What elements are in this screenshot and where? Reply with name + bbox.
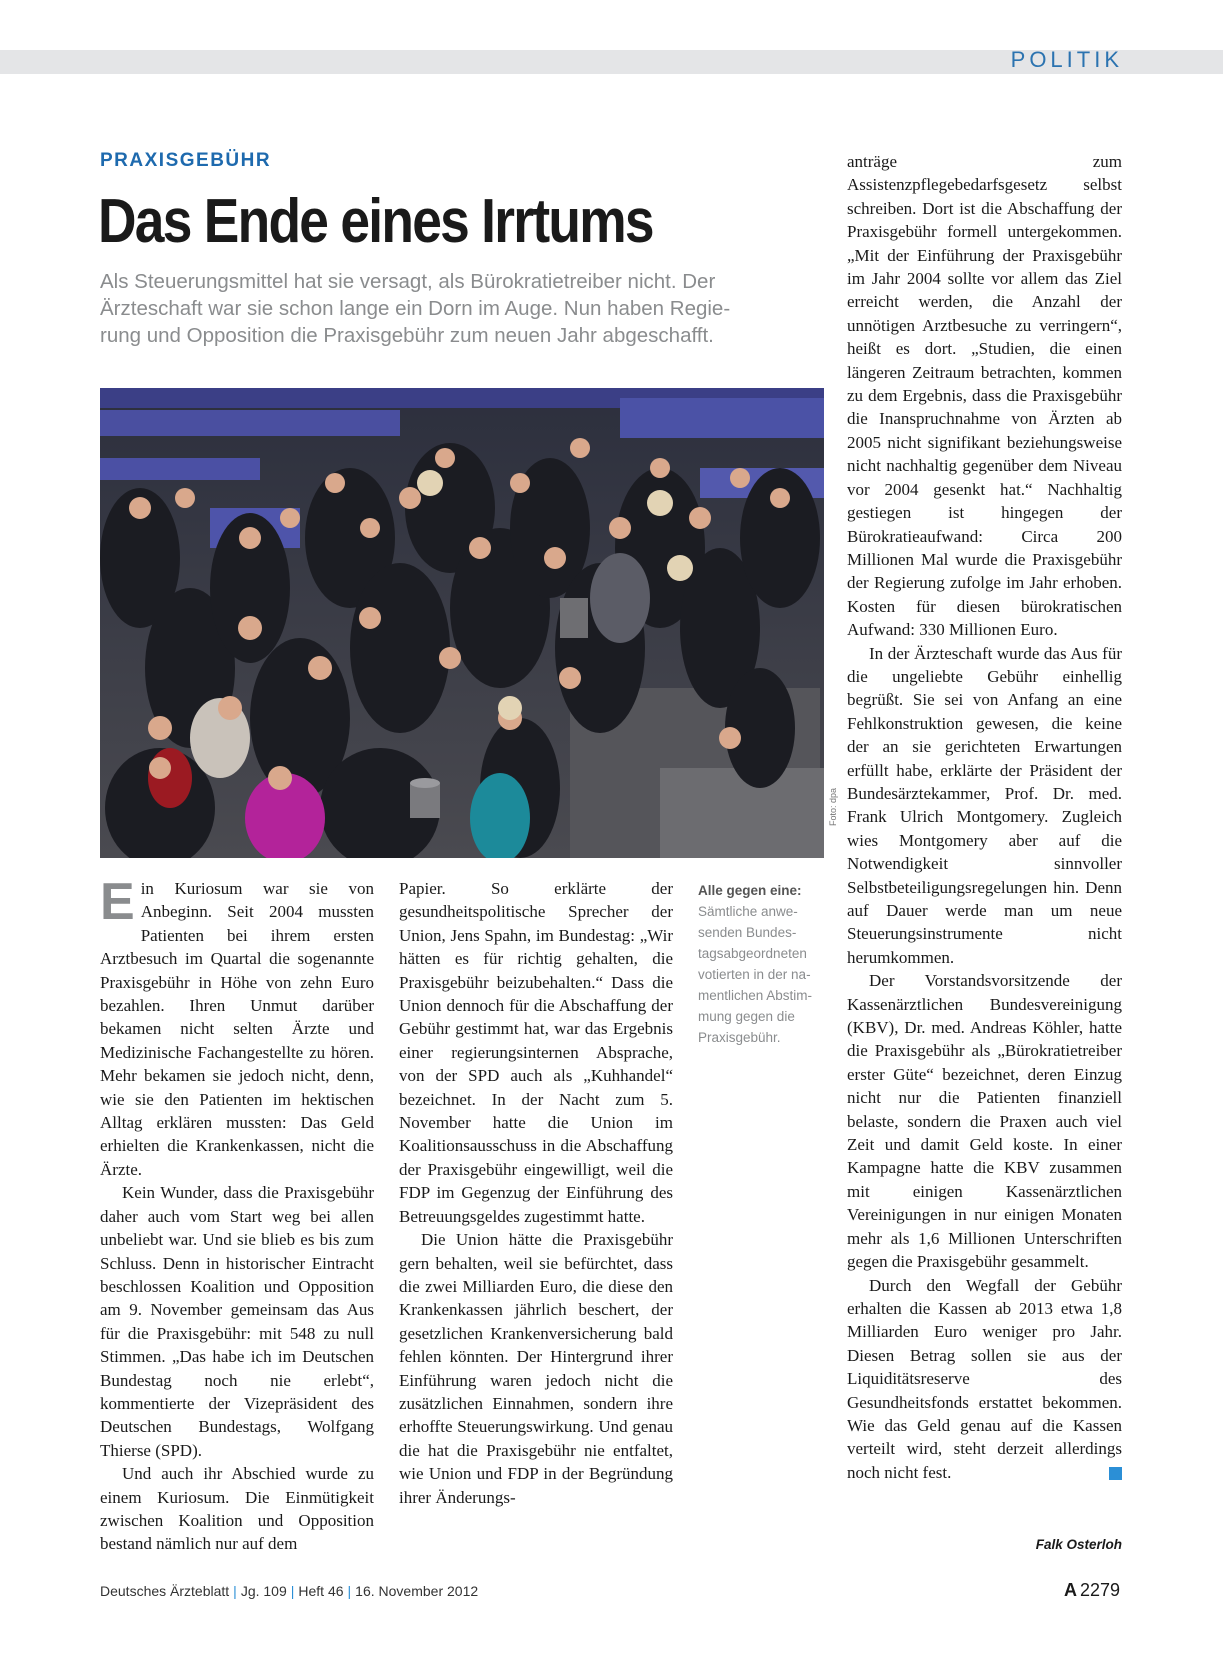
- paragraph: Die Union hätte die Praxisgebühr gern behalten, weil sie befürchtet, dass die zwei Milliarden Euro, die diese den Krankenkassen jährlich beschert, der gesetzlichen Krankenversicherung bald fehlen könnten. Der Hintergrund ihrer Einführung waren jedoch nicht die zusätzlichen Einnahmen, sondern ihre erhoffte Steuerungswirkung. Und genau die hat die Praxisgebühr nie entfaltet, wie Union und FDP in der Begründung ihrer Änderungs-: [399, 1230, 673, 1507]
- caption-title: Alle gegen eine:: [698, 883, 802, 898]
- section-label: POLITIK: [1010, 47, 1123, 72]
- lead-line: Als Steuerungsmittel hat sie versagt, als Bürokratietreiber nicht. Der: [100, 270, 716, 293]
- end-of-article-icon: [1109, 1467, 1122, 1480]
- photo-credit: Foto: dpa: [828, 787, 838, 826]
- journal-volume: Jg. 109: [240, 1583, 287, 1599]
- paragraph: Ein Kuriosum war sie von Anbeginn. Seit 2004 mussten Patienten bei ihrem ersten Arztbesuch im Quartal die sogenannte Praxisgebühr in Höhe von zehn Euro bezahlen. Ihren Unmut darüber bekamen nicht selten Ärzte und Medizinische Fachangestellte zu hören. Mehr bekamen sie jedoch nicht, denn, wie sie den Patienten im hektischen Alltag erklären mussten: Das Geld erhielten die Krankenkassen, nicht die Ärzte.: [100, 873, 374, 1179]
- paragraph: Der Vorstandsvorsitzende der Kassenärztlichen Bundesvereinigung (KBV), Dr. med. Andreas Köhler, hatte die Praxisgebühr als „Bürokratietreiber erster Güte“ bezeichnet, deren Einzug nicht nur die Patienten finanziell belaste, sondern die Praxen auch viel Zeit und damit Geld koste. In einer Kampagne hatte die KBV zusammen mit einigen Kassenärztlichen Vereinigungen in nur einigen Monaten mehr als 1,6 Millionen Unterschriften gegen die Praxisgebühr gesammelt.: [847, 971, 1122, 1272]
- caption-line: Praxisgebühr.: [698, 1030, 781, 1045]
- caption-line: votierten in der na-: [698, 967, 811, 982]
- page-footer: Deutsches Ärzteblatt | Jg. 109 | Heft 46 | 16. November 2012: [100, 1583, 479, 1599]
- paragraph: Und auch ihr Abschied wurde zu einem Kuriosum. Die Einmütigkeit zwischen Koalition und Opposition bestand nämlich nur auf dem: [100, 1464, 374, 1554]
- article-photo: [100, 388, 824, 858]
- paragraph: Kein Wunder, dass die Praxisgebühr daher auch vom Start weg bei allen unbeliebt war. Und sie blieb es bis zum Schluss. Denn in historischer Eintracht beschlossen Koalition und Opposition am 9. November gemeinsam das Aus für die Praxisgebühr: mit 548 zu null Stimmen. „Das habe ich im Deutschen Bundestag noch nie erlebt“, kommentierte der Vizepräsident des Deutschen Bundestags, Wolfgang Thierse (SPD).: [100, 1183, 374, 1460]
- caption-line: mung gegen die: [698, 1009, 795, 1024]
- lead-line: Ärzteschaft war sie schon lange ein Dorn im Auge. Nun haben Regie-: [100, 297, 731, 320]
- paragraph: Papier. So erklärte der gesundheitspolitische Sprecher der Union, Jens Spahn, im Bundestag: „Wir hätten es für richtig gehalten, die Praxisgebühr beizubehalten.“ Dass die Union dennoch für die Abschaffung der Gebühr gestimmt hat, war das Ergebnis einer regierungsinternen Absprache, von der SPD auch als „Kuhhandel“ bezeichnet. In der Nacht zum 5. November hatte die Union im Koalitionsausschuss in die Abschaffung der Praxisgebühr eingewilligt, weil die FDP im Gegenzug der Einführung des Betreuungsgeldes zugestimmt hatte.: [399, 879, 673, 1226]
- article-headline: Das Ende eines Irrtums: [98, 187, 653, 256]
- paragraph: In der Ärzteschaft wurde das Aus für die ungeliebte Gebühr einhellig begrüßt. Sie sei von Anfang an eine Fehlkonstruktion gewesen, die keine der an sie gerichteten Erwartungen erfüllt habe, erklärte der Präsident der Bundesärztekammer, Prof. Dr. med. Frank Ulrich Montgomery. Zugleich wies Montgomery aber auf die Notwendigkeit sinnvoller Selbstbeteiligungsregelungen hin. Denn auf Dauer werde man um neue Steuerungsinstrumente nicht herumkommen.: [847, 643, 1122, 967]
- caption-line: Sämtliche anwe-: [698, 904, 798, 919]
- article-lead: [100, 268, 820, 349]
- caption-line: tagsabgeordneten: [698, 946, 807, 961]
- page-number: A 2279: [1063, 1580, 1120, 1600]
- journal-name: Deutsches Ärzteblatt: [100, 1583, 230, 1599]
- article-kicker: PRAXISGEBÜHR: [100, 150, 272, 171]
- journal-date: 16. November 2012: [355, 1583, 479, 1599]
- paragraph: Durch den Wegfall der Gebühr erhalten die Kassen ab 2013 etwa 1,8 Milliarden Euro weniger pro Jahr. Diesen Betrag sollen sie aus der Liquiditätsreserve des Gesundheitsfonds erstattet bekommen. Wie das Geld genau auf die Kassen verteilt wird, steht derzeit allerdings noch nicht fest.: [847, 1275, 1122, 1482]
- article-author: Falk Osterloh: [1035, 1537, 1122, 1552]
- journal-issue: Heft 46: [298, 1583, 344, 1599]
- article-column-4: [847, 150, 1122, 1484]
- photo-caption: [698, 880, 818, 1048]
- article-column-2: [399, 877, 673, 1509]
- article-column-1: [100, 873, 374, 1556]
- paragraph: anträge zum Assistenzpflegebedarfsgesetz selbst schreiben. Dort ist die Abschaffung der Praxisgebühr formell untergekommen. „Mit der Einführung der Praxisgebühr im Jahr 2004 sollte vor allem das Ziel erreicht werden, die Anzahl der unnötigen Arztbesuche zu verringern“, heißt es dort. „Studien, die einen längeren Zeitraum betrachten, kommen zu dem Ergebnis, dass die Praxisgebühr die Inanspruchnahme von Ärzten ab 2005 nicht signifikant beziehungsweise nicht nachhaltig gegenüber dem Niveau vor 2004 gesenkt hat.“ Nachhaltig gestiegen ist hingegen der Bürokratieaufwand: Circa 200 Millionen Mal wurde die Praxisgebühr der Regierung zufolge im Jahr erhoben. Kosten für diesen bürokratischen Aufwand: 330 Millionen Euro.: [847, 152, 1122, 640]
- lead-line: rung und Opposition die Praxisgebühr zum neuen Jahr abgeschafft.: [100, 324, 714, 347]
- caption-line: senden Bundes-: [698, 925, 797, 940]
- dropcap: E: [100, 873, 135, 931]
- caption-line: mentlichen Abstim-: [698, 988, 813, 1003]
- bundestag-vote-photo: [100, 388, 824, 858]
